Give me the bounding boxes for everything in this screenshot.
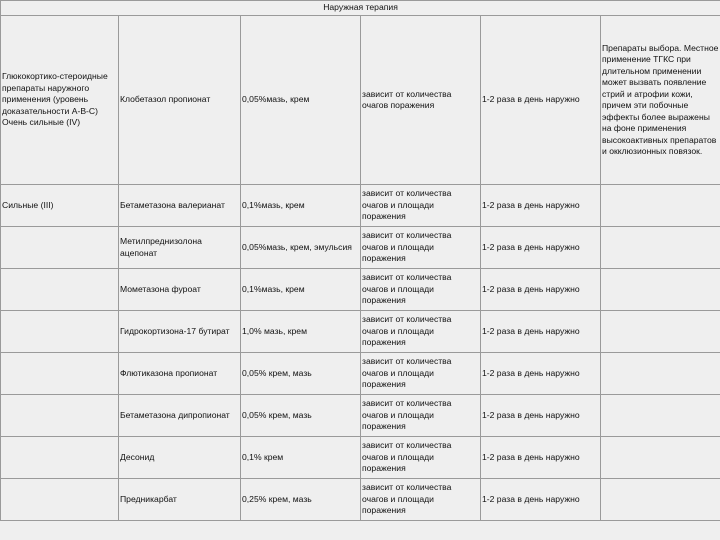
group-cell: Глюкокортико-стероидные препараты наружного применения (уровень доказательности A-B-C) Очень сильные (IV) bbox=[1, 16, 119, 185]
note-cell bbox=[601, 479, 720, 521]
note-cell bbox=[601, 269, 720, 311]
dosage-form-cell: 0,1%мазь, крем bbox=[241, 269, 361, 311]
table-row bbox=[1, 227, 720, 269]
frequency-cell: 1-2 раза в день наружно bbox=[481, 16, 601, 185]
table-row bbox=[1, 479, 720, 521]
dose-cell: зависит от количества очагов и площади поражения bbox=[361, 437, 481, 479]
dosage-form-cell: 1,0% мазь, крем bbox=[241, 311, 361, 353]
note-cell bbox=[601, 311, 720, 353]
dosage-form-cell: 0,1%мазь, крем bbox=[241, 185, 361, 227]
table-body bbox=[1, 16, 720, 521]
group-cell bbox=[1, 437, 119, 479]
frequency-cell: 1-2 раза в день наружно bbox=[481, 395, 601, 437]
frequency-cell: 1-2 раза в день наружно bbox=[481, 353, 601, 395]
note-cell: Препараты выбора. Местное применение ТГКС при длительном применении может вызвать появление стрий и атрофии кожи, причем эти побочные эффекты более выражены на фоне применения высокоактивных препаратов и окклюзионных повязок. bbox=[601, 16, 720, 185]
drug-name-cell: Флютиказона пропионат bbox=[119, 353, 241, 395]
frequency-cell: 1-2 раза в день наружно bbox=[481, 437, 601, 479]
dosage-form-cell: 0,05%мазь, крем bbox=[241, 16, 361, 185]
dosage-form-cell: 0,05% крем, мазь bbox=[241, 353, 361, 395]
dosage-form-cell: 0,05% крем, мазь bbox=[241, 395, 361, 437]
note-cell bbox=[601, 227, 720, 269]
drug-name-cell: Гидрокортизона-17 бутират bbox=[119, 311, 241, 353]
dosage-form-cell: 0,1% крем bbox=[241, 437, 361, 479]
table-row bbox=[1, 437, 720, 479]
drug-name-cell: Метилпреднизолона ацепонат bbox=[119, 227, 241, 269]
frequency-cell: 1-2 раза в день наружно bbox=[481, 269, 601, 311]
dose-cell: зависит от количества очагов и площади поражения bbox=[361, 479, 481, 521]
group-cell bbox=[1, 311, 119, 353]
dosage-form-cell: 0,25% крем, мазь bbox=[241, 479, 361, 521]
drug-name-cell: Предникарбат bbox=[119, 479, 241, 521]
table-row bbox=[1, 185, 720, 227]
table-row bbox=[1, 16, 720, 185]
dose-cell: зависит от количества очагов и площади поражения bbox=[361, 269, 481, 311]
dose-cell: зависит от количества очагов и площади поражения bbox=[361, 311, 481, 353]
dosage-form-cell: 0,05%мазь, крем, эмульсия bbox=[241, 227, 361, 269]
table-title: Наружная терапия bbox=[1, 1, 720, 16]
dose-cell: зависит от количества очагов и площади поражения bbox=[361, 395, 481, 437]
note-cell bbox=[601, 185, 720, 227]
drug-name-cell: Клобетазол пропионат bbox=[119, 16, 241, 185]
drug-name-cell: Десонид bbox=[119, 437, 241, 479]
frequency-cell: 1-2 раза в день наружно bbox=[481, 227, 601, 269]
table-row bbox=[1, 395, 720, 437]
dose-cell: зависит от количества очагов поражения bbox=[361, 16, 481, 185]
table-row bbox=[1, 269, 720, 311]
frequency-cell: 1-2 раза в день наружно bbox=[481, 479, 601, 521]
group-cell bbox=[1, 353, 119, 395]
group-cell: Сильные (III) bbox=[1, 185, 119, 227]
dose-cell: зависит от количества очагов и площади поражения bbox=[361, 227, 481, 269]
frequency-cell: 1-2 раза в день наружно bbox=[481, 185, 601, 227]
group-cell bbox=[1, 269, 119, 311]
drug-name-cell: Бетаметазона дипропионат bbox=[119, 395, 241, 437]
note-cell bbox=[601, 437, 720, 479]
group-cell bbox=[1, 479, 119, 521]
drug-name-cell: Бетаметазона валерианат bbox=[119, 185, 241, 227]
dose-cell: зависит от количества очагов и площади поражения bbox=[361, 353, 481, 395]
group-cell bbox=[1, 395, 119, 437]
table-row bbox=[1, 353, 720, 395]
drug-name-cell: Мометазона фуроат bbox=[119, 269, 241, 311]
frequency-cell: 1-2 раза в день наружно bbox=[481, 311, 601, 353]
note-cell bbox=[601, 353, 720, 395]
dose-cell: зависит от количества очагов и площади поражения bbox=[361, 185, 481, 227]
table-row bbox=[1, 311, 720, 353]
group-cell bbox=[1, 227, 119, 269]
note-cell bbox=[601, 395, 720, 437]
